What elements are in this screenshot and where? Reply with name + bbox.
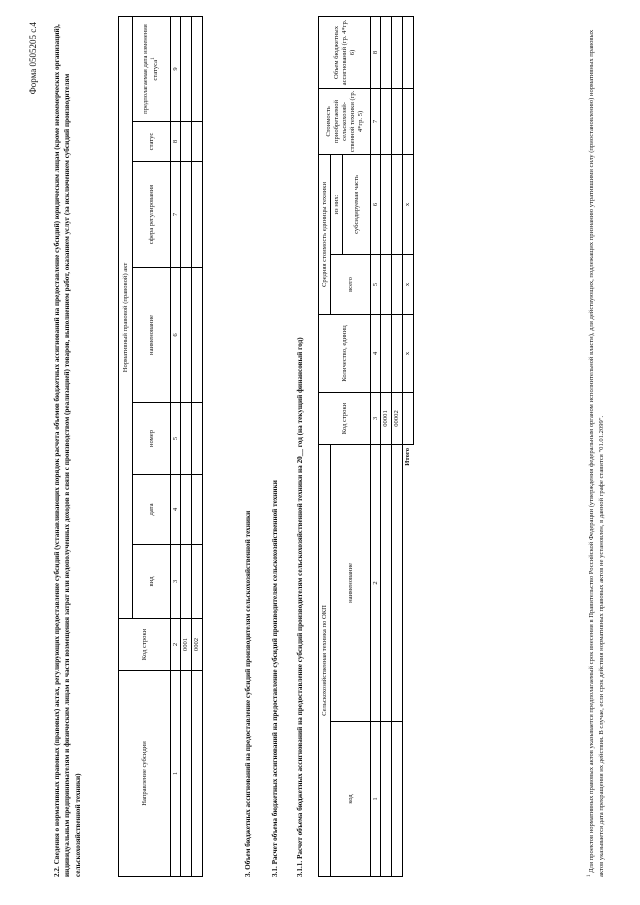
table-row: [181, 17, 192, 877]
col-num-2: 2: [371, 444, 381, 721]
row-code: 00001: [381, 392, 392, 444]
col-num-7: 7: [171, 162, 181, 268]
col-okp-name: наименование: [331, 444, 371, 721]
group-okp: Сельскохозяйственная техника по ОКП: [319, 444, 331, 876]
section-2-2-heading: 2.2. Сведения о нормативных правовых (правовых) актах, регулирующих предоставление субсидий (устанавливающих порядок расчета объемов бюджетных ассигнований на предоставление субсидий) юридическим лицам (кроме некоммерческих организаций), индивидуальным предпринимателям и физическим лицам в части возмещения затрат или недополученных доходов в связи с производством (реализацией) товаров, выполнением работ, оказанием услуг (за исключением субсидий производителям сельскохозяйственной техники): [53, 24, 82, 877]
col-num-3: 3: [171, 545, 181, 619]
group-avg: Средняя стоимость единицы техники: [319, 154, 331, 314]
col-okp-code: код: [331, 722, 371, 877]
table-3-1-1: [318, 16, 414, 877]
col-total: всего: [331, 254, 371, 314]
col-num-1: 1: [171, 671, 181, 877]
col-number: номер: [133, 403, 171, 475]
x-mark: x: [403, 154, 414, 254]
col-cost: Стоимость приобретаемой сельскохозяй-ственной техники (гр. 4*гр. 5): [319, 88, 371, 154]
row-code: 0001: [181, 619, 192, 671]
section-3-heading: 3. Объем бюджетных ассигнований на предоставление субсидий производителям сельскохозяйственной техники: [244, 510, 252, 877]
col-code: Код строки: [119, 619, 171, 671]
footnote-text: Для проектов нормативных правовых актов указывается предполагаемый срок внесения в Правительство Российской Федерации (утверждения федеральным органом исполнительной власти), для действующих, подлежащих признанию утратившими силу (приостановлению) нормативных правовых актов указывается дата прекращения их действия. В случае, если срок действия нормативных правовых актов не установлен, в данной графе ставится "01.01.2099".: [588, 29, 605, 877]
col-num-4: 4: [371, 314, 381, 392]
table-row: [392, 16, 403, 876]
x-mark: x: [403, 254, 414, 314]
col-subsidized: субсидируемая часть: [343, 154, 371, 254]
col-num-6: 6: [371, 154, 381, 254]
col-num-5: 5: [371, 254, 381, 314]
section-3-1-heading: 3.1. Расчет объема бюджетных ассигнований на предоставление субсидий производителям сельскохозяйственной техники: [271, 480, 279, 877]
col-type: вид: [133, 545, 171, 619]
col-num-2: 2: [171, 619, 181, 671]
form-code: Форма 0505205 с.4: [28, 22, 38, 95]
col-direction: Направление субсидии: [119, 671, 171, 877]
col-code: Код строки: [319, 392, 371, 444]
table-row: [192, 17, 203, 877]
footnote-marker: 1: [587, 874, 592, 877]
x-mark: x: [403, 314, 414, 392]
col-num-6: 6: [171, 268, 181, 403]
footnote: [585, 17, 606, 877]
col-num-7: 7: [371, 88, 381, 154]
col-num-5: 5: [171, 403, 181, 475]
col-num-9: 9: [171, 17, 181, 122]
col-num-4: 4: [171, 475, 181, 545]
total-label: Итого: [403, 444, 414, 876]
col-num-3: 3: [371, 392, 381, 444]
col-name: наименование: [133, 268, 171, 403]
col-num-8: 8: [371, 16, 381, 88]
col-num-1: 1: [371, 722, 381, 877]
total-row: [403, 16, 414, 876]
col-date: дата: [133, 475, 171, 545]
row-code: 0002: [192, 619, 203, 671]
section-3-1-1-heading: 3.1.1. Расчет объема бюджетных ассигнований на предоставление субсидий производителям сельскохозяйственной техники на 20__ год (на текущий финансовый год): [296, 337, 304, 877]
col-sphere: сфера регулирования: [133, 162, 171, 268]
row-code: 00002: [392, 392, 403, 444]
col-qty: Количество, единиц: [319, 314, 371, 392]
footnote-ref: 1: [151, 57, 157, 60]
table-row: [381, 16, 392, 876]
col-budget: Объем бюджетных ассигнований (гр. 4*гр. 6): [319, 16, 371, 88]
col-expected: предполагаемая дата изменения статуса$^1$: [133, 17, 171, 122]
col-status: статус: [133, 122, 171, 162]
group-act: Нормативный правовой (правовой) акт: [119, 17, 133, 619]
col-num-8: 8: [171, 122, 181, 162]
table-2-2: [118, 16, 203, 877]
col-of-which: из них:: [331, 154, 343, 254]
